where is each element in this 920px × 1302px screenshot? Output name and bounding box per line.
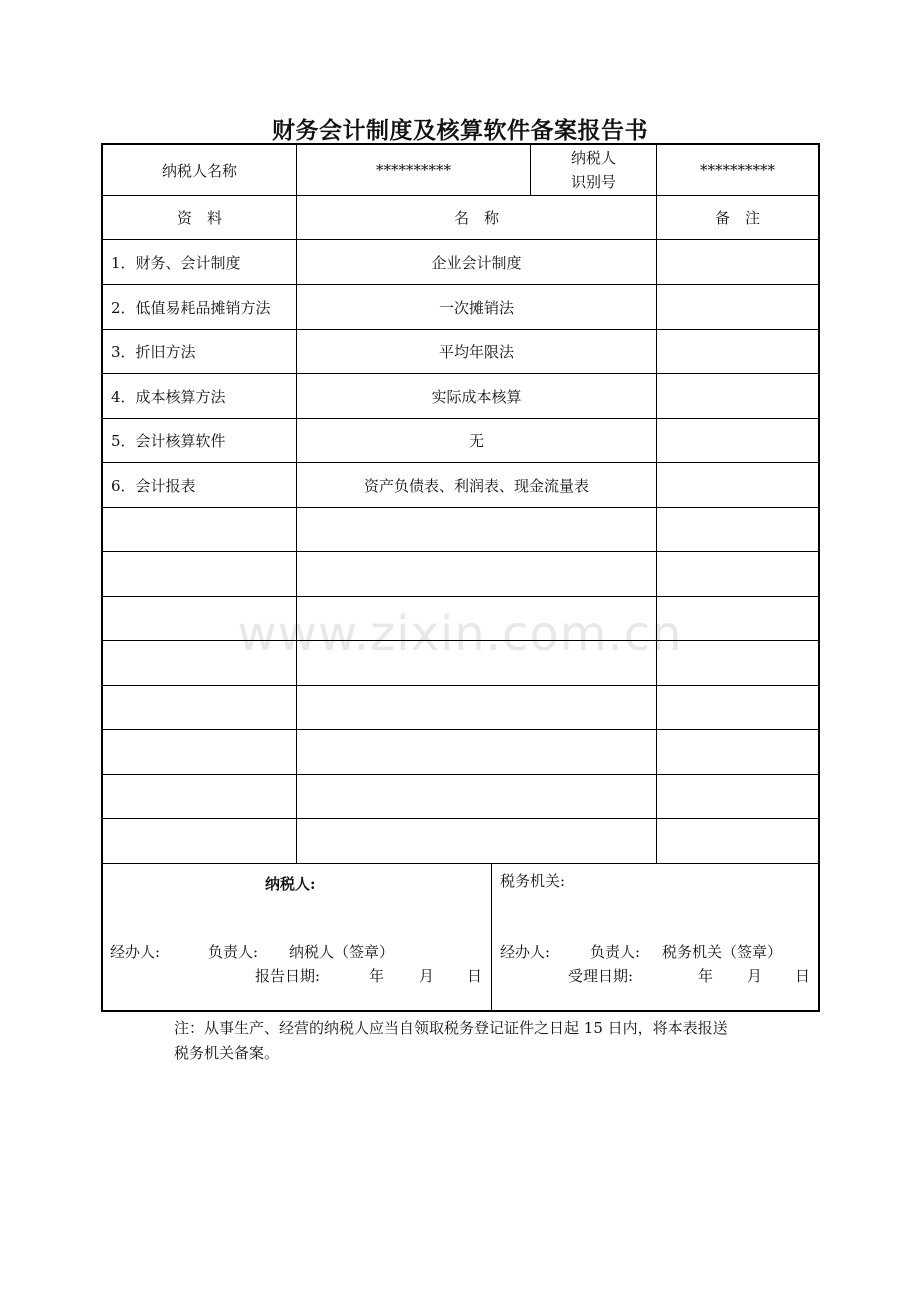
row-divider — [103, 596, 818, 597]
table-row-item: 6．会计报表 — [111, 476, 196, 495]
taxpayer-id-label-line1: 纳税人 — [570, 149, 616, 167]
acceptance-date-month: 月 — [747, 967, 763, 985]
filing-report-form — [101, 143, 820, 1012]
table-row-item: 3．折旧方法 — [111, 343, 196, 361]
acceptance-date-year: 年 — [698, 967, 714, 985]
table-row-value: 资产负债表、利润表、现金流量表 — [363, 476, 589, 495]
column-header-remark: 备 注 — [714, 209, 760, 227]
table-row-item: 1．财务、会计制度 — [111, 253, 241, 272]
taxpayer-signature-title: 纳税人: — [265, 875, 316, 893]
taxpayer-name-value: ********** — [376, 161, 451, 179]
taxpayer-principal-label: 负责人: — [208, 943, 259, 961]
report-date-label: 报告日期: — [255, 967, 321, 985]
report-date-month: 月 — [419, 967, 435, 985]
taxpayer-id-value: ********** — [700, 161, 775, 179]
tax-authority-handler-label: 经办人: — [500, 943, 551, 961]
column-header-name: 名 称 — [453, 209, 499, 227]
watermark: www.zixin.com.cn — [237, 606, 683, 662]
table-row-remark — [657, 240, 818, 284]
taxpayer-handler-label: 经办人: — [110, 943, 161, 961]
row-divider — [103, 818, 818, 819]
taxpayer-name-label: 纳税人名称 — [161, 161, 237, 180]
row-divider — [103, 551, 818, 552]
table-row-remark — [657, 374, 818, 418]
row-divider — [103, 507, 818, 508]
table-row-value: 实际成本核算 — [431, 387, 522, 406]
taxpayer-seal-label: 纳税人（签章） — [289, 943, 395, 961]
row-divider — [103, 640, 818, 641]
tax-authority-title: 税务机关: — [500, 872, 566, 890]
table-row-value: 平均年限法 — [438, 343, 514, 361]
table-row-item: 5．会计核算软件 — [111, 432, 226, 450]
taxpayer-id-label-line2: 识别号 — [570, 173, 616, 191]
report-date-year: 年 — [369, 967, 385, 985]
column-header-material: 资 料 — [176, 209, 222, 227]
table-row-remark — [657, 330, 818, 373]
table-row-item: 2．低值易耗品摊销方法 — [111, 298, 271, 317]
table-row-remark — [657, 419, 818, 462]
tax-authority-seal-label: 税务机关（签章） — [662, 943, 783, 961]
acceptance-date-label: 受理日期: — [568, 967, 634, 985]
table-row-value: 一次摊销法 — [438, 298, 514, 317]
form-title: 财务会计制度及核算软件备案报告书 — [272, 118, 648, 144]
footnote-line-1: 注：从事生产、经营的纳税人应当自领取税务登记证件之日起 15 日内，将本表报送 — [174, 1019, 728, 1037]
table-row-remark — [657, 285, 818, 329]
row-divider — [103, 729, 818, 730]
acceptance-date-day: 日 — [795, 967, 811, 985]
row-divider — [103, 774, 818, 775]
table-row-remark — [657, 463, 818, 507]
column-divider — [491, 863, 492, 1010]
row-divider — [103, 863, 818, 864]
tax-authority-principal-label: 负责人: — [590, 943, 641, 961]
report-date-day: 日 — [467, 967, 483, 985]
table-row-value: 企业会计制度 — [431, 253, 522, 272]
table-row-value: 无 — [468, 432, 484, 450]
footnote-line-2: 税务机关备案。 — [174, 1044, 280, 1062]
footnote — [174, 1016, 794, 1066]
table-row-item: 4．成本核算方法 — [111, 387, 226, 406]
taxpayer-id-label — [531, 145, 656, 195]
row-divider — [103, 685, 818, 686]
